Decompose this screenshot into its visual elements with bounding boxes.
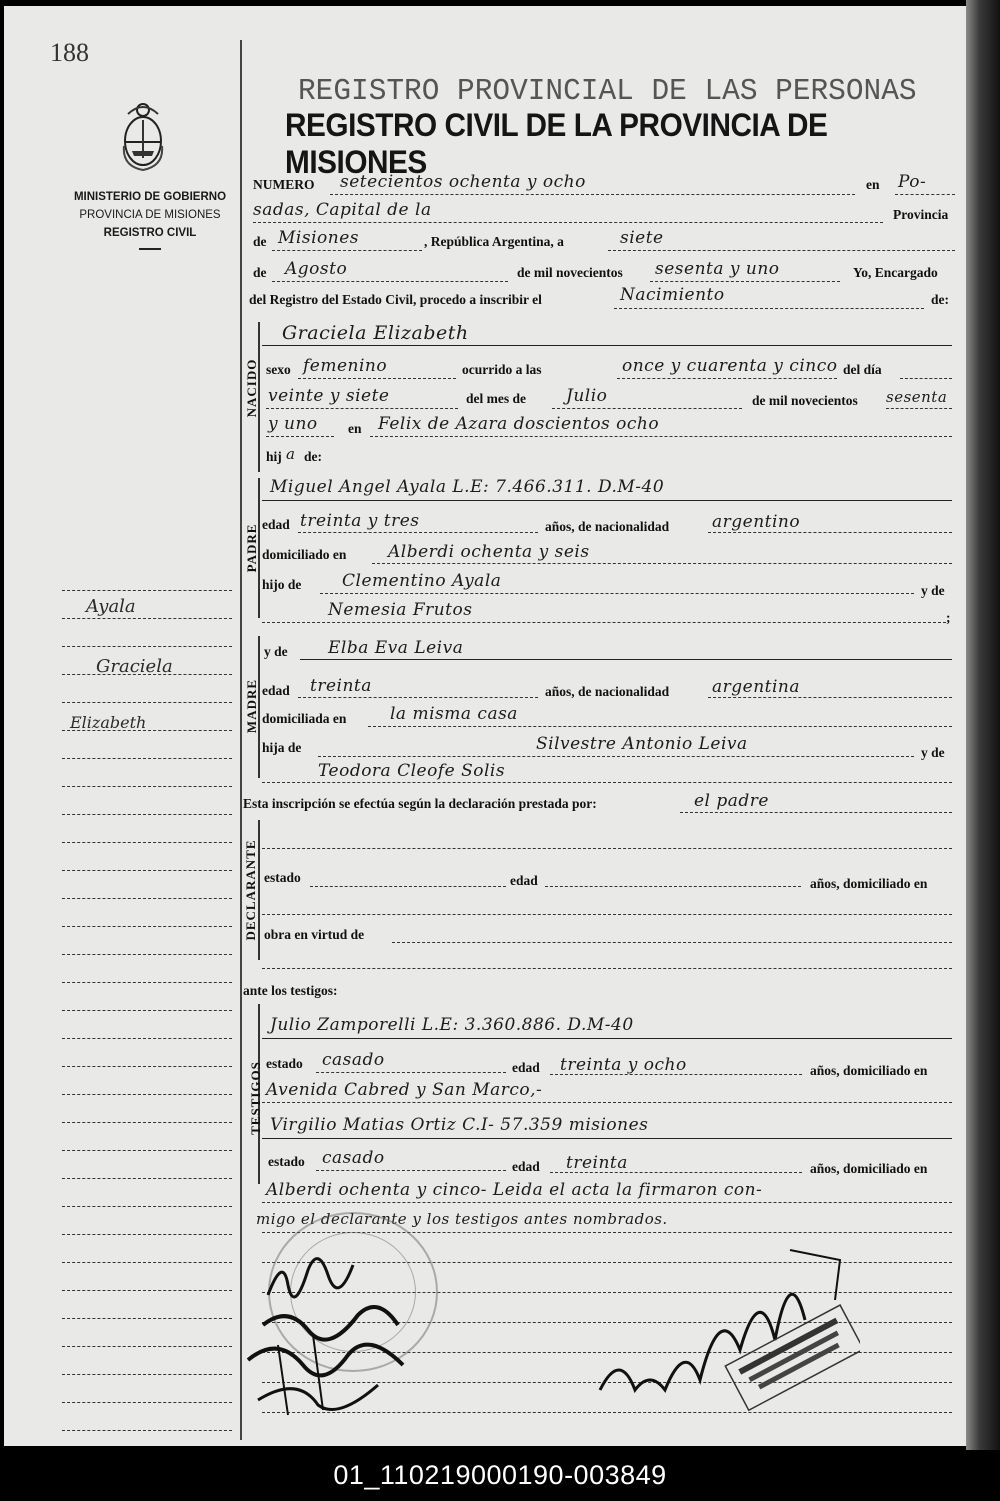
province-line xyxy=(272,250,422,251)
dia-value: veinte y siete xyxy=(268,386,390,406)
province-line: PROVINCIA DE MISIONES xyxy=(79,209,221,221)
margin-rule-line xyxy=(62,898,232,899)
madre-padre-de-value: Silvestre Antonio Leiva xyxy=(536,734,748,754)
padre-y-de-label: y de xyxy=(921,583,945,598)
t1-estado-label: estado xyxy=(266,1056,303,1071)
t1-name-line xyxy=(262,1038,952,1039)
nacido-label: NACIDO xyxy=(244,358,259,418)
madre-nacionalidad-value: argentina xyxy=(712,677,801,697)
t2-name-line xyxy=(262,1138,952,1139)
margin-first-name: Graciela xyxy=(96,656,173,677)
padre-edad-label: edad xyxy=(262,517,290,532)
mes-line xyxy=(552,408,742,409)
folio-number: 188 xyxy=(50,38,89,67)
margin-rule-line xyxy=(62,1066,232,1067)
en-label: en xyxy=(866,177,880,192)
year-value: sesenta y uno xyxy=(655,259,780,279)
hora-value: once y cuarenta y cinco xyxy=(622,356,838,376)
declarant-signature-icon xyxy=(228,1235,428,1425)
t2-name-value: Virgilio Matias Ortiz C.I- 57.359 misiones xyxy=(270,1115,649,1135)
declarante-edad-label: edad xyxy=(510,873,538,888)
numero-value: setecientos ochenta y ocho xyxy=(340,172,586,192)
anio-value: sesenta xyxy=(886,388,948,406)
t2-estado-line xyxy=(316,1170,506,1171)
margin-rule-line xyxy=(62,1150,232,1151)
margin-second-name: Elizabeth xyxy=(70,713,147,732)
hora-line xyxy=(617,378,837,379)
t2-domicilio-value: Alberdi ochenta y cinco- Leida el acta la firmaron con- xyxy=(266,1180,763,1200)
yo-encargado-label: Yo, Encargado xyxy=(853,265,938,280)
padre-end-label: ; xyxy=(946,610,951,625)
sexo-label: sexo xyxy=(266,362,291,377)
padre-hijo-label: hijo de xyxy=(262,577,302,592)
hij-label: hij xyxy=(266,449,282,464)
madre-label: MADRE xyxy=(244,678,259,734)
act-line xyxy=(614,308,924,309)
declaracion-label: Esta inscripción se efectúa según la declaración prestada por: xyxy=(243,796,597,811)
lugar-en-label: en xyxy=(348,421,362,436)
t2-domicilio-line xyxy=(262,1202,952,1203)
registro-label: del Registro del Estado Civil, procedo a inscribir el xyxy=(249,292,542,307)
year-line xyxy=(650,281,840,282)
margin-rule-line xyxy=(62,870,232,871)
padre-anios-label: años, de nacionalidad xyxy=(545,519,670,534)
province-de-label: de xyxy=(253,234,267,249)
margin-rule-line xyxy=(62,590,232,591)
padre-madre-line xyxy=(262,622,946,623)
anio2-value: y uno xyxy=(268,414,318,434)
padre-domicilio-label: domiciliado en xyxy=(262,547,347,562)
month-de-label: de xyxy=(253,265,267,280)
margin-rule-line xyxy=(62,1374,232,1375)
obra-line-2 xyxy=(262,968,952,969)
t2-edad-label: edad xyxy=(512,1159,540,1174)
margin-rule-line xyxy=(62,926,232,927)
padre-nacionalidad-line xyxy=(708,532,952,533)
madre-hija-label: hija de xyxy=(262,740,302,755)
margin-rule-line xyxy=(62,1234,232,1235)
t1-edad-label: edad xyxy=(512,1060,540,1075)
margin-rule-line xyxy=(62,1430,232,1431)
t1-anios-label: años, domiciliado en xyxy=(810,1063,928,1078)
madre-domicilio-label: domiciliada en xyxy=(262,711,347,726)
republica-label: , República Argentina, a xyxy=(424,234,564,249)
dia-line xyxy=(266,408,458,409)
padre-madre-de-value: Nemesia Frutos xyxy=(328,600,473,620)
margin-rule-line xyxy=(62,702,232,703)
padre-nacionalidad-value: argentino xyxy=(712,512,801,532)
t1-edad-value: treinta y ocho xyxy=(560,1055,687,1075)
numero-line xyxy=(330,194,855,195)
margin-rule-line xyxy=(62,1346,232,1347)
t2-edad-value: treinta xyxy=(566,1153,628,1173)
ante-testigos-label: ante los testigos: xyxy=(243,983,338,998)
t1-estado-value: casado xyxy=(322,1050,385,1070)
registrar-signature-icon xyxy=(590,1240,860,1420)
province-value: Misiones xyxy=(278,228,359,248)
padre-name-line xyxy=(262,500,952,501)
ocurrido-label: ocurrido a las xyxy=(462,362,542,377)
margin-rule-line xyxy=(62,1290,232,1291)
obra-label: obra en virtud de xyxy=(264,927,365,942)
margin-rule-line xyxy=(62,982,232,983)
margin-surname: Ayala xyxy=(86,596,136,617)
margin-rule-line xyxy=(62,1094,232,1095)
month-line xyxy=(272,281,508,282)
anio-line xyxy=(886,408,952,409)
margin-rule-line xyxy=(62,814,232,815)
t2-estado-label: estado xyxy=(268,1154,305,1169)
madre-y-de-label: y de xyxy=(264,644,288,659)
margin-rule-line xyxy=(62,786,232,787)
city-value: sadas, Capital de la xyxy=(253,200,432,220)
declarante-estado-label: estado xyxy=(264,870,301,885)
madre-name-value: Elba Eva Leiva xyxy=(328,638,464,658)
en-line xyxy=(895,194,955,195)
numero-label: NUMERO xyxy=(253,177,315,192)
ministry-divider xyxy=(139,248,161,250)
ministry-line: MINISTERIO DE GOBIERNO xyxy=(73,191,227,203)
lugar-line xyxy=(370,436,952,437)
title-registro-provincial: REGISTRO PROVINCIAL DE LAS PERSONAS xyxy=(298,74,917,109)
margin-rule-line xyxy=(62,1262,232,1263)
declaracion-line xyxy=(680,812,952,813)
t1-name-value: Julio Zamporelli L.E: 3.360.886. D.M-40 xyxy=(270,1015,634,1035)
main-column-divider xyxy=(240,40,242,1440)
declaracion-value: el padre xyxy=(694,791,769,811)
declarante-label: DECLARANTE xyxy=(243,839,258,941)
t1-domicilio-value: Avenida Cabred y San Marco,- xyxy=(266,1080,543,1100)
madre-nacionalidad-line xyxy=(708,697,952,698)
declarante-name-line xyxy=(262,848,952,849)
margin-rule-line xyxy=(62,954,232,955)
testigos-label: TESTIGOS xyxy=(248,1061,263,1135)
declarante-anios-label: años, domiciliado en xyxy=(810,876,928,891)
t2-anios-label: años, domiciliado en xyxy=(810,1161,928,1176)
margin-rule-line xyxy=(62,1122,232,1123)
margin-rule-line xyxy=(62,1318,232,1319)
hij-de-label: de: xyxy=(304,449,322,464)
padre-padre-de-value: Clementino Ayala xyxy=(342,571,502,591)
lugar-value: Felix de Azara doscientos ocho xyxy=(378,414,660,434)
dia-end-line xyxy=(900,378,952,379)
madre-edad-label: edad xyxy=(262,683,290,698)
margin-rule-line xyxy=(62,1206,232,1207)
margin-rule-line xyxy=(62,758,232,759)
provincia-label: Provincia xyxy=(893,207,949,222)
padre-domicilio-line xyxy=(372,563,952,564)
day-value: siete xyxy=(620,228,664,248)
anio2-line xyxy=(266,436,334,437)
sexo-line xyxy=(298,378,456,379)
day-line xyxy=(608,250,955,251)
ministry-block xyxy=(50,188,250,250)
madre-padre-line xyxy=(318,756,914,757)
padre-edad-value: treinta y tres xyxy=(300,511,420,531)
padre-label: PADRE xyxy=(244,523,259,573)
mes-label: del mes de xyxy=(466,391,526,406)
margin-rule-line xyxy=(62,618,232,619)
de-colon-label: de: xyxy=(931,292,949,307)
act-value: Nacimiento xyxy=(620,285,725,305)
madre-name-line xyxy=(300,659,952,660)
madre-edad-line xyxy=(298,697,538,698)
hij-value: a xyxy=(286,445,296,463)
book-binding xyxy=(966,0,1000,1450)
nacido-name-value: Graciela Elizabeth xyxy=(282,322,469,344)
t2-estado-value: casado xyxy=(322,1148,385,1168)
declarante-estado-line xyxy=(310,886,506,887)
madre-edad-value: treinta xyxy=(310,676,372,696)
padre-edad-line xyxy=(298,532,538,533)
closing-value: migo el declarante y los testigos antes nombrados. xyxy=(256,1210,668,1228)
del-dia-label: del día xyxy=(843,362,882,377)
registry-line: REGISTRO CIVIL xyxy=(103,227,197,239)
madre-domicilio-line xyxy=(368,726,952,727)
nacido-mil-label: de mil novecientos xyxy=(752,393,858,408)
padre-domicilio-value: Alberdi ochenta y seis xyxy=(388,542,590,562)
margin-rule-line xyxy=(62,842,232,843)
t1-domicilio-line xyxy=(262,1102,952,1103)
madre-domicilio-value: la misma casa xyxy=(390,704,518,724)
en-value: Po- xyxy=(898,172,927,192)
nacido-name-line xyxy=(262,345,952,346)
image-id-footer: 01_110219000190-003849 xyxy=(0,1450,1000,1501)
padre-padre-line xyxy=(320,593,914,594)
city-line xyxy=(253,222,883,223)
margin-rule-line xyxy=(62,1010,232,1011)
madre-anios-label: años, de nacionalidad xyxy=(545,684,670,699)
madre-y-de2-label: y de xyxy=(921,745,945,760)
title-registro-civil: REGISTRO CIVIL DE LA PROVINCIA DE MISIONES xyxy=(285,107,828,180)
mil-novecientos-label: de mil novecientos xyxy=(517,265,623,280)
madre-madre-line xyxy=(262,782,952,783)
argentina-coat-of-arms-icon xyxy=(118,96,168,174)
madre-madre-de-value: Teodora Cleofe Solis xyxy=(318,761,506,781)
obra-line xyxy=(392,942,952,943)
margin-rule-line xyxy=(62,1402,232,1403)
padre-name-value: Miguel Angel Ayala L.E: 7.466.311. D.M-40 xyxy=(270,477,665,497)
margin-rule-line xyxy=(62,1038,232,1039)
t1-estado-line xyxy=(316,1072,506,1073)
sexo-value: femenino xyxy=(303,356,388,376)
month-value: Agosto xyxy=(285,259,348,279)
declarante-edad-line xyxy=(545,886,801,887)
margin-rule-line xyxy=(62,1178,232,1179)
margin-rule-line xyxy=(62,646,232,647)
mes-value: Julio xyxy=(566,386,608,406)
declarante-domicilio-line xyxy=(262,914,952,915)
